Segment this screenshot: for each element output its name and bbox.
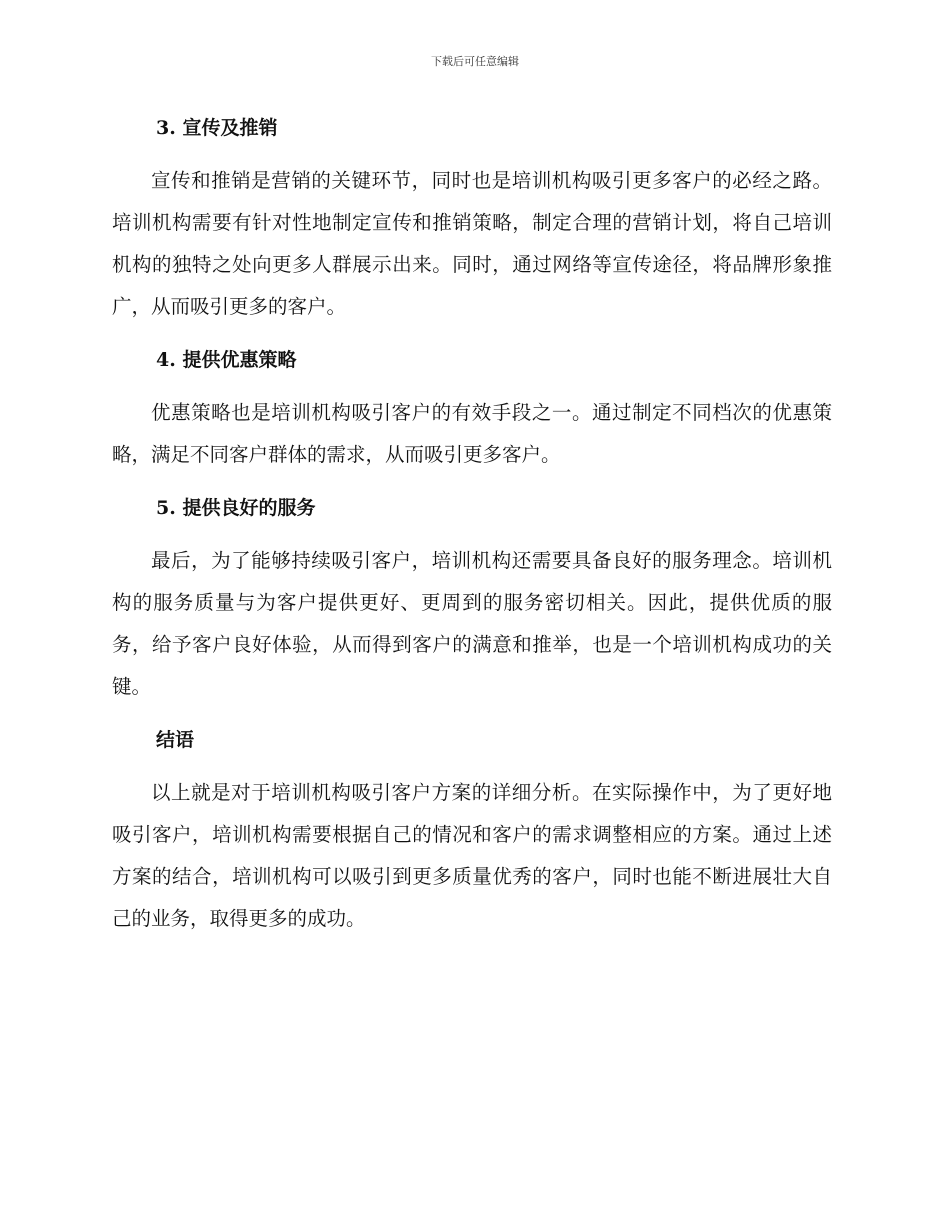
section-heading: 4. 提供优惠策略 [156, 349, 297, 371]
section-heading: 结语 [156, 729, 195, 751]
section-heading: 5. 提供良好的服务 [156, 497, 316, 519]
section-good-service [112, 488, 832, 708]
document-body [112, 108, 832, 952]
section-heading: 3. 宣传及推销 [156, 117, 278, 139]
section-paragraph: 以上就是对于培训机构吸引客户方案的详细分析。在实际操作中，为了更好地吸引客户，培训机构需要根据自己的情况和客户的需求调整相应的方案。通过上述方案的结合，培训机构可以吸引到更多质量优秀的客户，同时也能不断进展壮大自己的业务，取得更多的成功。 [112, 781, 832, 930]
section-promotion [112, 108, 832, 328]
section-discount-strategy [112, 340, 832, 476]
section-paragraph: 最后，为了能够持续吸引客户，培训机构还需要具备良好的服务理念。培训机构的服务质量与为客户提供更好、更周到的服务密切相关。因此，提供优质的服务，给予客户良好体验，从而得到客户的满意和推举，也是一个培训机构成功的关键。 [112, 549, 832, 698]
section-conclusion [112, 720, 832, 940]
section-paragraph: 宣传和推销是营销的关键环节，同时也是培训机构吸引更多客户的必经之路。培训机构需要有针对性地制定宣传和推销策略，制定合理的营销计划，将自己培训机构的独特之处向更多人群展示出来。同时，通过网络等宣传途径，将品牌形象推广，从而吸引更多的客户。 [112, 169, 832, 318]
page-header-note: 下载后可任意编辑 [431, 55, 519, 68]
section-paragraph: 优惠策略也是培训机构吸引客户的有效手段之一。通过制定不同档次的优惠策略，满足不同客户群体的需求，从而吸引更多客户。 [112, 401, 832, 466]
